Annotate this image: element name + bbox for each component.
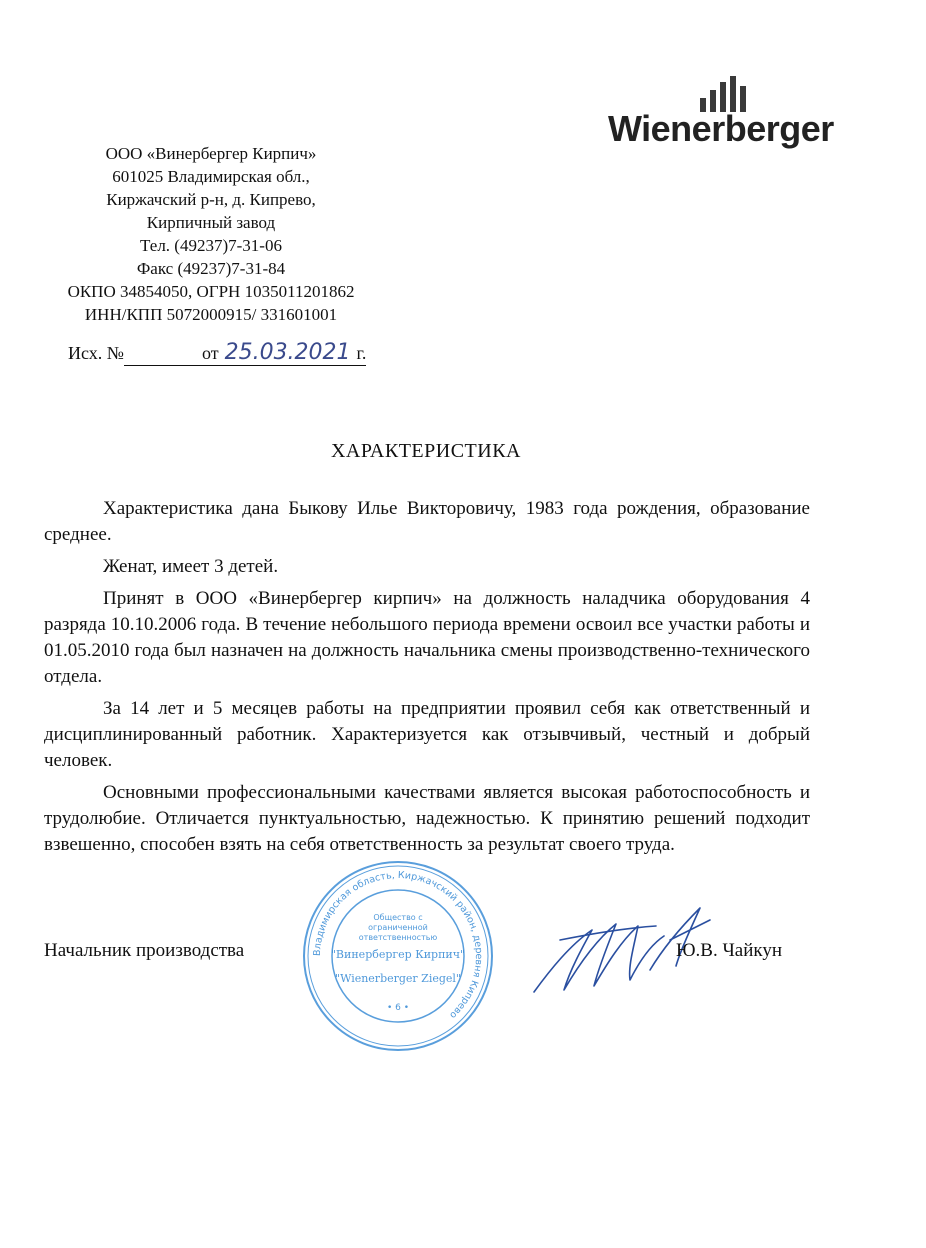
letterhead-line: Тел. (49237)7-31-06 [140, 236, 282, 255]
svg-text:Владимирская область, Киржачск [312, 870, 484, 1021]
letterhead-line: Киржачский р-н, д. Кипрево, [106, 190, 316, 209]
letterhead-line: ООО «Винербергер Кирпич» [105, 144, 317, 163]
logo-wordmark: Wienerberger [608, 108, 834, 149]
body-paragraph: Характеристика дана Быкову Илье Викторовичу, 1983 года рождения, образование среднее. [44, 498, 810, 545]
document-title: ХАРАКТЕРИСТИКА [330, 440, 522, 462]
company-logo [608, 72, 848, 152]
stamp-inner-line: ответственностью [358, 933, 438, 942]
stamp-company-de: "Wienerberger Ziegel" [335, 972, 461, 985]
stamp-number: • 6 • [386, 1003, 410, 1013]
outgoing-from: от [201, 343, 219, 363]
letterhead-line: Факс (49237)7-31-84 [136, 259, 286, 278]
letterhead-line: 601025 Владимирская обл., [112, 167, 310, 186]
signer-name: Ю.В. Чайкун [676, 940, 783, 961]
signer-position: Начальник производства [44, 940, 245, 961]
body-paragraph: Принят в ООО «Винербергер кирпич» на должность наладчика оборудования 4 разряда 10.10.2006 года. В течение небольшого периода времени освоил все участки работы и 01.05.2010 года был назначен на должность начальника смены производственно-технического отдела. [44, 588, 810, 687]
body-paragraph: Женат, имеет 3 детей. [103, 556, 279, 577]
letterhead-line: Кирпичный завод [146, 213, 276, 232]
outgoing-suffix: г. [356, 343, 367, 363]
outgoing-reference [68, 340, 366, 366]
stamp-company-ru: "Винербергер Кирпич" [330, 948, 466, 961]
outgoing-number-blank [124, 347, 202, 366]
letterhead [36, 142, 386, 326]
outgoing-date: 25.03.2021 [224, 340, 351, 365]
logo-bars-icon [700, 72, 750, 112]
stamp-inner-line: Общество с [373, 913, 423, 922]
company-stamp [300, 858, 496, 1054]
stamp-outer-text: Владимирская область, Киржачский район, деревня Кипрево [311, 869, 485, 1021]
body-paragraph: За 14 лет и 5 месяцев работы на предприятии проявил себя как ответственный и дисциплинированный работник. Характеризуется как отзывчивый, честный и добрый человек. [44, 698, 810, 771]
stamp-inner-line: ограниченной [368, 923, 428, 932]
outgoing-prefix: Исх. № [68, 343, 124, 363]
letterhead-line: ОКПО 34854050, ОГРН 1035011201862 [67, 282, 355, 301]
letterhead-line: ИНН/КПП 5072000915/ 331601001 [84, 305, 338, 324]
body-paragraph: Основными профессиональными качествами является высокая работоспособность и трудолюбие. Отличается пунктуальностью, надежностью. К принятию решений подходит взвешенно, способен взять на себя ответственность за результат своего труда. [44, 782, 810, 855]
document-body [44, 496, 810, 858]
